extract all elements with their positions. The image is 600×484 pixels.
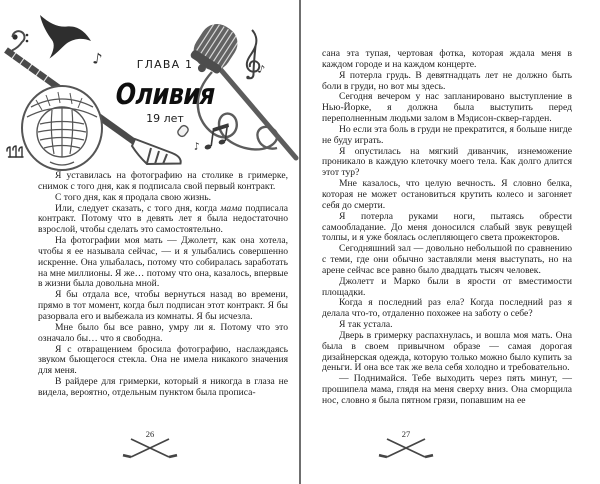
paragraph: Но если эта боль в груди не прекратится, я больше нигде не буду играть.	[322, 123, 572, 146]
paragraph: Сегодня вечером у нас запланировано выступление в Нью-Йорке, я должна была выступить перед переполненным людьми залом в Мэдисон-сквер-гарден.	[322, 91, 572, 125]
paragraph: Мне было бы все равно, умру ли я. Потому что это означало бы… что я свободна.	[38, 321, 288, 344]
right-page-text	[322, 49, 572, 407]
page-number-right: 27	[401, 429, 411, 439]
crossed-hockey-sticks-icon	[378, 437, 434, 461]
page-left	[0, 0, 299, 484]
guitar-pick-icon	[176, 124, 189, 138]
goalie-mask-icon	[22, 86, 102, 170]
eighth-note-small-icon: ♪	[256, 62, 267, 77]
left-page-footer	[122, 430, 178, 462]
paragraph: Я потерла руками ноги, пытаясь обрести самообладание. До меня доносился слабый звук ревущей толпы, и я уже боялась ослепляющего света прожекторов.	[322, 210, 572, 244]
bass-clef-icon	[12, 31, 28, 50]
paragraph: Я уставилась на фотографию на столике в гримерке, снимок с того дня, как я подписала свой первый контракт.	[38, 170, 288, 192]
left-page-text	[38, 171, 288, 399]
paragraph: Сегодняшний зал — довольно небольшой по сравнению с теми, где они обычно заставляли меня выступать, но на арене сейчас все равно было двадцать тысяч человек.	[322, 243, 572, 276]
paragraph: Мне казалось, что целую вечность. Я словно белка, которая не может остановиться крутить колесо и загоняет себя до смерти.	[322, 178, 572, 211]
paragraph: сана эта тупая, чертовая фотка, которая ждала меня в каждом городе и на каждом концерте.	[322, 48, 572, 70]
paragraph: Или, следует сказать, с того дня, когда мама подписала контракт. Потому что в девять лет я была недостаточно взрослой, чтобы сделать это самостоятельно.	[38, 202, 289, 236]
claw-mark-icon	[7, 146, 23, 157]
crossed-hockey-sticks-icon	[122, 437, 178, 461]
chapter-subtitle: 19 лет	[146, 112, 184, 125]
paragraph: На фотографии моя мать — Джолетт, как она хотела, чтобы я ее называла сейчас, — и я улыбались совершенно искренне. Она улыбалась, потому что собиралась заработать на мне миллионы. Я же… потому что она, казалось, впервые в жизни была довольна мной.	[38, 235, 288, 290]
eighth-note-icon: ♪	[91, 49, 104, 69]
paragraph: Я с отвращением бросила фотографию, наслаждаясь звуком бьющегося стекла. Она не имела никакого значения для меня.	[38, 343, 288, 377]
paragraph: Я так устала.	[339, 319, 393, 331]
eighth-note-tiny-icon: ♪	[192, 141, 201, 153]
paragraph: Джолетт и Марко были в ярости от вместимости площадки.	[322, 275, 572, 298]
chapter-label: ГЛАВА 1	[136, 58, 194, 71]
flying-bird-icon	[40, 15, 91, 59]
paragraph: Дверь в гримерку распахнулась, и вошла моя мать. Она была в своем привычном образе — самая дорогая дизайнерская одежда, которую только можно было купить за деньги. И она все так же вела себя холодно и требовательно.	[322, 329, 572, 374]
paragraph: Когда я последний раз ела? Когда последний раз я делала что-то, отдаленно похожее на заботу о себе?	[322, 297, 572, 320]
paragraph: — Поднимайся. Тебе выходить через пять минут, — прошипела мама, глядя на меня сверху вниз. Она сморщила нос, словно я была пятном грязи, попавшим на ее	[322, 373, 572, 406]
chapter-heading	[104, 58, 226, 125]
paragraph: В райдере для гримерки, который я никогда в глаза не видела, вероятно, отдельным пунктом была прописа-	[38, 376, 288, 398]
paragraph: Я потерла грудь. В девятнадцать лет не должно быть боли в груди, но вот мы здесь.	[322, 69, 572, 92]
page-number-left: 26	[145, 429, 155, 439]
right-page-footer	[378, 430, 434, 462]
page-right	[301, 0, 600, 484]
paragraph: Я бы отдала все, чтобы вернуться назад во времени, прямо в тот момент, когда был подписан этот контракт. Я бы разорвала его и выбежала из комнаты. Я бы исчезла.	[38, 289, 288, 322]
paragraph: Я опустилась на мягкий диванчик, изнеможение проникало в каждую клеточку моего тела. Как долго длится этот тур?	[322, 145, 572, 179]
chapter-title: Оливия	[114, 77, 216, 111]
paragraph: С того дня, как я продала свою жизнь.	[55, 191, 212, 203]
